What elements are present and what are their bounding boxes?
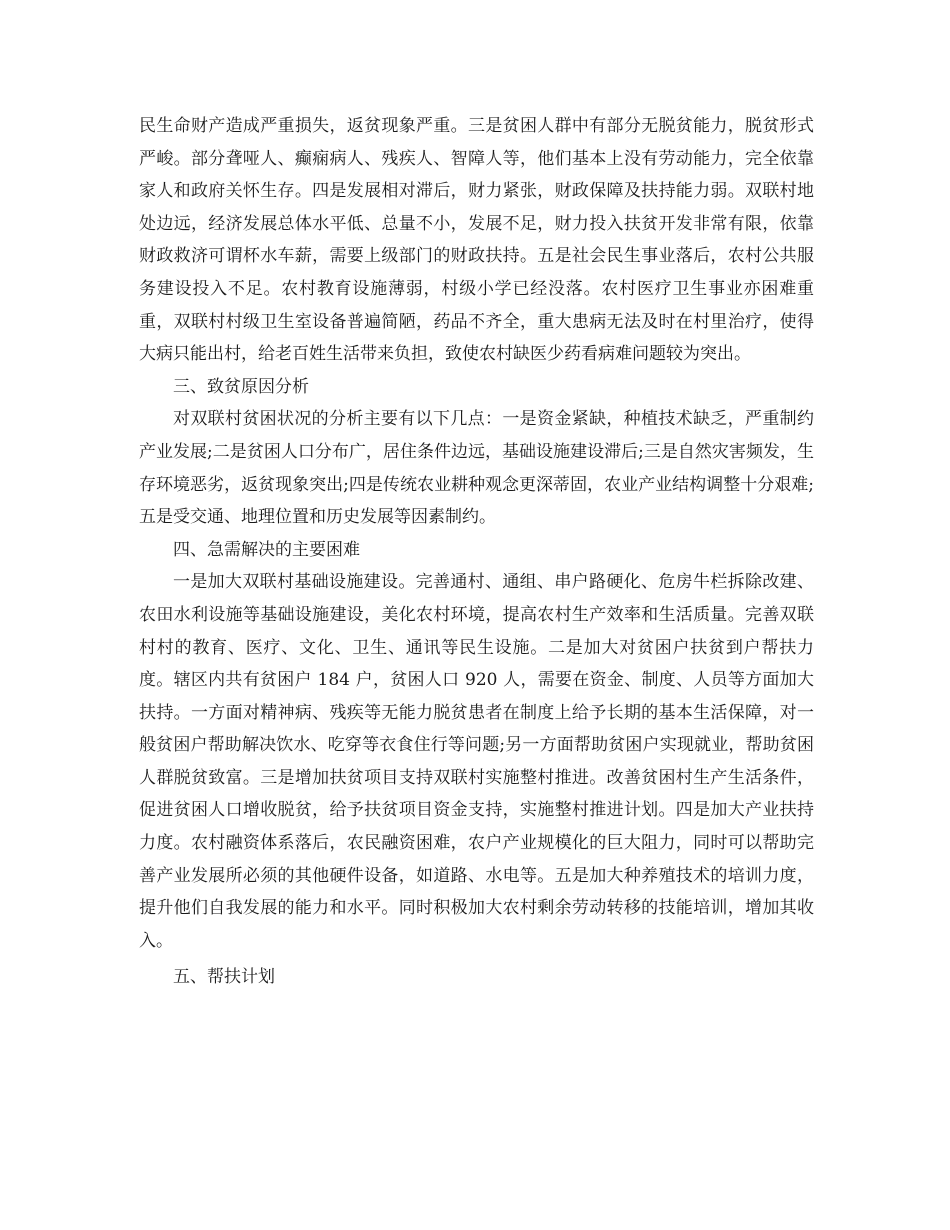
section-heading-difficulties: 四、急需解决的主要困难 [173, 539, 360, 560]
paragraph-causes: 对双联村贫困状况的分析主要有以下几点：一是资金紧缺，种植技术缺乏，严重制约产业发展;二是贫困人口分布广，居住条件边远，基础设施建设滞后;三是自然灾害频发，生存环境恶劣，返贫现象突出;四是传统农业耕种观念更深蒂固，农业产业结构调整十分艰难;五是受交通、地理位置和历史发展等因素制约。 [139, 409, 814, 528]
section-heading-causes: 三、致贫原因分析 [173, 376, 309, 397]
document-body [139, 110, 814, 994]
paragraph-difficulties: 一是加大双联村基础设施建设。完善通村、通组、串户路硬化、危房牛栏拆除改建、农田水利设施等基础设施建设，美化农村环境，提高农村生产效率和生活质量。完善双联村村的教育、医疗、文化、卫生、通讯等民生设施。二是加大对贫困户扶贫到户帮扶力度。辖区内共有贫困户 184 户，贫困人口 920 人，需要在资金、制度、人员等方面加大扶持。一方面对精神病、残疾等无能力脱贫患者在制度上给予长期的基本生活保障，对一般贫困户帮助解决饮水、吃穿等衣食住行等问题;另一方面帮助贫困户实现就业，帮助贫困人群脱贫致富。三是增加扶贫项目支持双联村实施整村推进。改善贫困村生产生活条件，促进贫困人口增收脱贫，给予扶贫项目资金支持，实施整村推进计划。四是加大产业扶持力度。农村融资体系落后，农民融资困难，农户产业规模化的巨大阻力，同时可以帮助完善产业发展所必须的其他硬件设备，如道路、水电等。五是加大种养殖技术的培训力度，提升他们自我发展的能力和水平。同时积极加大农村剩余劳动转移的技能培训，增加其收入。 [139, 572, 814, 951]
paragraph-continued: 民生命财产造成严重损失，返贫现象严重。三是贫困人群中有部分无脱贫能力，脱贫形式严峻。部分聋哑人、癫痫病人、残疾人、智障人等，他们基本上没有劳动能力，完全依靠家人和政府关怀生存。四是发展相对滞后，财力紧张，财政保障及扶持能力弱。双联村地处边远，经济发展总体水平低、总量不小，发展不足，财力投入扶贫开发非常有限，依靠财政救济可谓杯水车薪，需要上级部门的财政扶持。五是社会民生事业落后，农村公共服务建设投入不足。农村教育设施薄弱，村级小学已经没落。农村医疗卫生事业亦困难重重，双联村村级卫生室设备普遍简陋，药品不齐全，重大患病无法及时在村里治疗，使得大病只能出村，给老百姓生活带来负担，致使农村缺医少药看病难问题较为突出。 [139, 116, 814, 365]
section-heading-plan: 五、帮扶计划 [173, 967, 275, 988]
